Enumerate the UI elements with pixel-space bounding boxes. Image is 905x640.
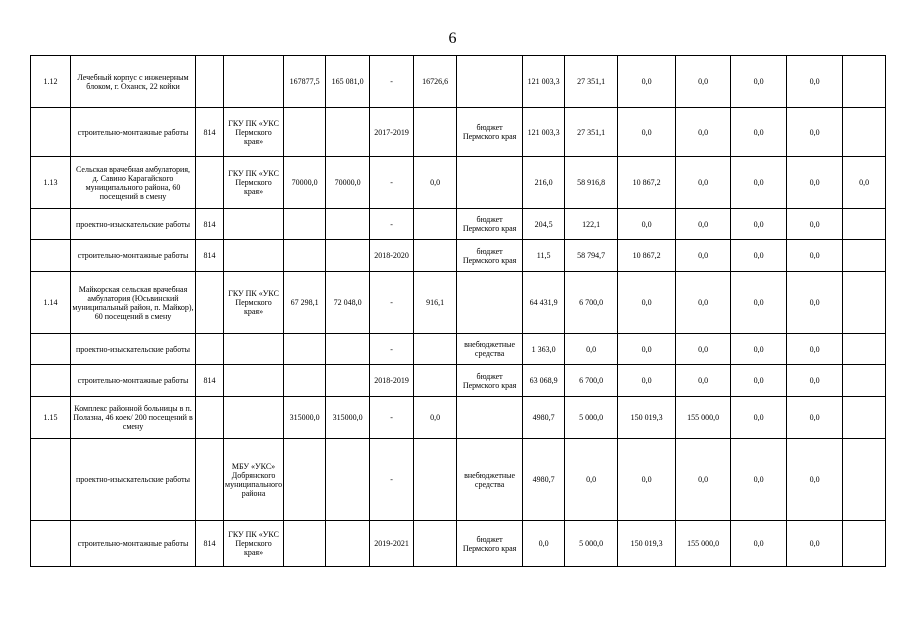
table-cell xyxy=(414,209,457,240)
table-cell: бюджет Пермского края xyxy=(457,365,523,397)
table-cell xyxy=(31,108,71,157)
table-cell: 1.13 xyxy=(31,157,71,209)
table-cell: 0,0 xyxy=(618,334,676,365)
table-cell xyxy=(224,397,284,439)
table-cell: 814 xyxy=(196,521,224,567)
table-cell: 0,0 xyxy=(676,108,731,157)
table-cell xyxy=(843,209,886,240)
table-cell: 2019-2021 xyxy=(370,521,414,567)
table-cell: 814 xyxy=(196,108,224,157)
table-cell xyxy=(31,334,71,365)
table-cell xyxy=(224,209,284,240)
table-cell xyxy=(414,439,457,521)
table-cell: 0,0 xyxy=(676,334,731,365)
table-cell xyxy=(414,108,457,157)
table-cell xyxy=(284,365,326,397)
table-cell xyxy=(414,240,457,272)
table-cell: 0,0 xyxy=(676,240,731,272)
table-cell xyxy=(843,521,886,567)
table-cell: 63 068,9 xyxy=(523,365,565,397)
table-cell: 0,0 xyxy=(787,334,843,365)
table-cell: 0,0 xyxy=(676,439,731,521)
table-cell: бюджет Пермского края xyxy=(457,240,523,272)
table-cell: 150 019,3 xyxy=(618,521,676,567)
table-cell: 0,0 xyxy=(414,397,457,439)
table-cell: 167877,5 xyxy=(284,56,326,108)
table-cell xyxy=(843,439,886,521)
table-cell: 5 000,0 xyxy=(565,397,618,439)
table-cell xyxy=(414,365,457,397)
table-cell xyxy=(284,209,326,240)
table-cell: внебюджетные средства xyxy=(457,334,523,365)
table-cell: 155 000,0 xyxy=(676,521,731,567)
table-cell: 0,0 xyxy=(731,108,787,157)
table-cell: 0,0 xyxy=(787,439,843,521)
table-row xyxy=(31,334,886,365)
table-cell: 2017-2019 xyxy=(370,108,414,157)
table-cell: 2018-2019 xyxy=(370,365,414,397)
table-cell: - xyxy=(370,209,414,240)
table-cell: 916,1 xyxy=(414,272,457,334)
table-cell xyxy=(457,157,523,209)
table-cell: 0,0 xyxy=(787,397,843,439)
table-cell: 0,0 xyxy=(843,157,886,209)
table-cell xyxy=(457,272,523,334)
table-cell xyxy=(843,108,886,157)
table-cell xyxy=(224,56,284,108)
table-cell xyxy=(196,157,224,209)
table-cell xyxy=(326,108,370,157)
table-cell: 122,1 xyxy=(565,209,618,240)
table-cell: 155 000,0 xyxy=(676,397,731,439)
table-cell xyxy=(414,334,457,365)
table-cell: 0,0 xyxy=(731,397,787,439)
table-row xyxy=(31,108,886,157)
table-cell: 814 xyxy=(196,209,224,240)
table-cell: 0,0 xyxy=(618,272,676,334)
table-cell: строительно-монтажные работы xyxy=(71,521,196,567)
table-cell xyxy=(284,334,326,365)
table-cell: 2018-2020 xyxy=(370,240,414,272)
table-cell xyxy=(196,56,224,108)
table-cell: 0,0 xyxy=(676,157,731,209)
table-row xyxy=(31,209,886,240)
table-cell: 64 431,9 xyxy=(523,272,565,334)
table-cell xyxy=(31,209,71,240)
table-cell: 4980,7 xyxy=(523,439,565,521)
table-cell: 0,0 xyxy=(787,521,843,567)
table-cell: 204,5 xyxy=(523,209,565,240)
table-cell: 814 xyxy=(196,365,224,397)
table-cell: проектно-изыскательские работы xyxy=(71,439,196,521)
table-cell xyxy=(284,439,326,521)
table-cell: 67 298,1 xyxy=(284,272,326,334)
table-cell: 0,0 xyxy=(565,334,618,365)
table-cell: 58 794,7 xyxy=(565,240,618,272)
table-cell: строительно-монтажные работы xyxy=(71,108,196,157)
table-cell xyxy=(31,365,71,397)
table-cell: 0,0 xyxy=(414,157,457,209)
table-cell: 0,0 xyxy=(787,272,843,334)
table-cell: 0,0 xyxy=(787,209,843,240)
table-cell: 10 867,2 xyxy=(618,240,676,272)
table-cell: 0,0 xyxy=(787,108,843,157)
table-cell: проектно-изыскательские работы xyxy=(71,209,196,240)
table-cell: бюджет Пермского края xyxy=(457,108,523,157)
table-cell: 1.14 xyxy=(31,272,71,334)
table-cell: 0,0 xyxy=(676,365,731,397)
table-cell: 70000,0 xyxy=(326,157,370,209)
table-cell: 6 700,0 xyxy=(565,365,618,397)
table-cell: МБУ «УКС» Добрянского муниципального района xyxy=(224,439,284,521)
table-cell xyxy=(31,521,71,567)
table-cell: 315000,0 xyxy=(284,397,326,439)
table-cell: ГКУ ПК «УКС Пермского края» xyxy=(224,157,284,209)
table-cell: 0,0 xyxy=(618,365,676,397)
table-cell: Комплекс районной больницы в п. Полазна, 46 коек/ 200 посещений в смену xyxy=(71,397,196,439)
table-cell xyxy=(843,334,886,365)
table-cell: - xyxy=(370,334,414,365)
table-cell: строительно-монтажные работы xyxy=(71,365,196,397)
table-row xyxy=(31,521,886,567)
table-cell: 0,0 xyxy=(731,521,787,567)
table-cell: 814 xyxy=(196,240,224,272)
table-cell: 150 019,3 xyxy=(618,397,676,439)
table-cell: 0,0 xyxy=(787,240,843,272)
table-cell xyxy=(326,334,370,365)
table-cell: 0,0 xyxy=(731,56,787,108)
table-cell: 4980,7 xyxy=(523,397,565,439)
table-cell: ГКУ ПК «УКС Пермского края» xyxy=(224,521,284,567)
table-cell: бюджет Пермского края xyxy=(457,521,523,567)
table-cell: 0,0 xyxy=(731,439,787,521)
table-cell: 0,0 xyxy=(731,365,787,397)
table-cell xyxy=(196,397,224,439)
table-cell xyxy=(843,397,886,439)
table-cell xyxy=(284,108,326,157)
table-cell: 0,0 xyxy=(523,521,565,567)
table-cell xyxy=(224,240,284,272)
table-cell: 121 003,3 xyxy=(523,108,565,157)
table-cell: 0,0 xyxy=(787,56,843,108)
table-cell: Лечебный корпус с инженерным блоком, г. Оханск, 22 койки xyxy=(71,56,196,108)
page-number: 6 xyxy=(448,30,457,47)
table-row xyxy=(31,272,886,334)
table-cell xyxy=(224,334,284,365)
budget-table xyxy=(30,55,886,567)
table-cell: 0,0 xyxy=(731,209,787,240)
table-cell: 10 867,2 xyxy=(618,157,676,209)
table-cell: 72 048,0 xyxy=(326,272,370,334)
table-row xyxy=(31,439,886,521)
table-cell xyxy=(31,240,71,272)
table-cell xyxy=(196,272,224,334)
table-cell xyxy=(196,334,224,365)
table-cell: - xyxy=(370,397,414,439)
table-cell xyxy=(326,365,370,397)
table-cell xyxy=(843,272,886,334)
table-cell: строительно-монтажные работы xyxy=(71,240,196,272)
table-cell: 0,0 xyxy=(618,439,676,521)
table-cell: 27 351,1 xyxy=(565,108,618,157)
table-cell: 0,0 xyxy=(618,108,676,157)
table-cell: бюджет Пермского края xyxy=(457,209,523,240)
table-cell xyxy=(31,439,71,521)
table-cell xyxy=(196,439,224,521)
table-cell xyxy=(326,240,370,272)
table-cell: 0,0 xyxy=(676,272,731,334)
table-cell xyxy=(284,521,326,567)
table-cell: 0,0 xyxy=(731,240,787,272)
table-cell: 0,0 xyxy=(676,209,731,240)
table-cell xyxy=(326,209,370,240)
table-cell: 315000,0 xyxy=(326,397,370,439)
table-cell: 0,0 xyxy=(787,157,843,209)
table-cell: 0,0 xyxy=(618,56,676,108)
table-cell xyxy=(457,56,523,108)
table-cell: ГКУ ПК «УКС Пермского края» xyxy=(224,108,284,157)
table-cell xyxy=(843,365,886,397)
table-cell: 6 700,0 xyxy=(565,272,618,334)
table-cell xyxy=(843,240,886,272)
table-cell: Майкорская сельская врачебная амбулатория (Юсьвинский муниципальный район, п. Майкор), 60 посещений в смену xyxy=(71,272,196,334)
table-row xyxy=(31,365,886,397)
table-cell: 1 363,0 xyxy=(523,334,565,365)
table-cell: внебюджетные средства xyxy=(457,439,523,521)
table-cell xyxy=(224,365,284,397)
table-row xyxy=(31,240,886,272)
table-row xyxy=(31,56,886,108)
table-cell: - xyxy=(370,157,414,209)
table-row xyxy=(31,157,886,209)
table-row xyxy=(31,397,886,439)
table-cell: - xyxy=(370,272,414,334)
table-cell: 0,0 xyxy=(676,56,731,108)
table-cell: 165 081,0 xyxy=(326,56,370,108)
table-cell: 0,0 xyxy=(731,272,787,334)
table-cell xyxy=(326,521,370,567)
table-cell: 121 003,3 xyxy=(523,56,565,108)
table-cell: 0,0 xyxy=(618,209,676,240)
table-cell: проектно-изыскательские работы xyxy=(71,334,196,365)
table-cell: 11,5 xyxy=(523,240,565,272)
table-cell xyxy=(326,439,370,521)
table-cell: 16726,6 xyxy=(414,56,457,108)
table-cell: - xyxy=(370,56,414,108)
table-cell: 70000,0 xyxy=(284,157,326,209)
table-cell: Сельская врачебная амбулатория, д. Савино Карагайского муниципального района, 60 посещений в смену xyxy=(71,157,196,209)
table-cell: ГКУ ПК «УКС Пермского края» xyxy=(224,272,284,334)
table-cell xyxy=(457,397,523,439)
table-cell xyxy=(843,56,886,108)
table-cell: 0,0 xyxy=(731,334,787,365)
table-cell: 0,0 xyxy=(565,439,618,521)
table-cell: 0,0 xyxy=(787,365,843,397)
table-cell: 216,0 xyxy=(523,157,565,209)
table-cell xyxy=(284,240,326,272)
table-cell xyxy=(414,521,457,567)
table-cell: 0,0 xyxy=(731,157,787,209)
table-cell: 5 000,0 xyxy=(565,521,618,567)
table-cell: 1.15 xyxy=(31,397,71,439)
table-cell: 1.12 xyxy=(31,56,71,108)
table-cell: - xyxy=(370,439,414,521)
table-cell: 27 351,1 xyxy=(565,56,618,108)
table-cell: 58 916,8 xyxy=(565,157,618,209)
